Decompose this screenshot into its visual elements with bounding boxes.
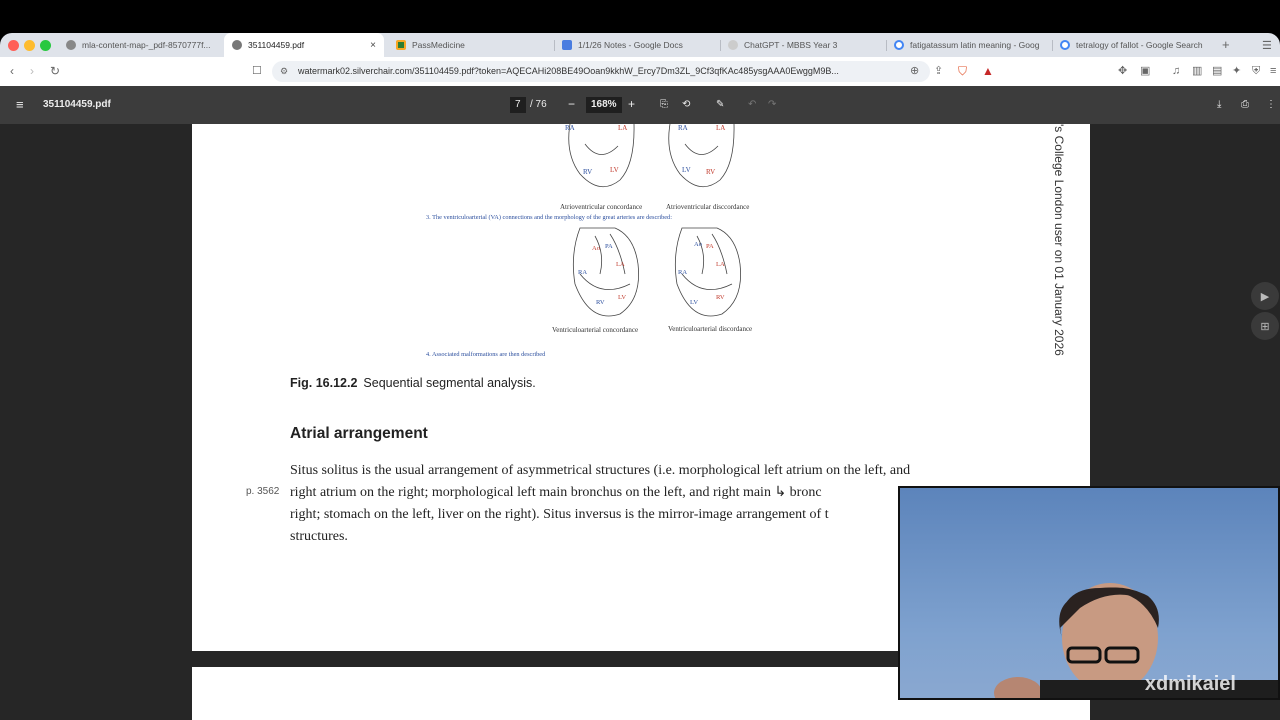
tab-label: 351104459.pdf: [248, 40, 305, 50]
page-number-input[interactable]: 7: [510, 97, 526, 113]
bookmark-icon[interactable]: ☐: [252, 65, 262, 77]
av-concordance-heart: [569, 124, 634, 187]
label-ao: Ao: [592, 245, 600, 252]
zoom-in-button[interactable]: +: [628, 97, 636, 111]
label-la: LA: [716, 124, 726, 132]
download-watermark: [1052, 124, 1072, 364]
label-pa: PA: [605, 243, 613, 250]
screenshot-icon[interactable]: ▣: [1140, 65, 1151, 77]
globe-icon: [66, 40, 76, 50]
url-input[interactable]: [272, 61, 930, 82]
tab-list-icon[interactable]: ☰: [1262, 40, 1272, 52]
reload-icon[interactable]: ↻: [50, 64, 61, 78]
zoom-level-input[interactable]: 168%: [586, 97, 622, 113]
extensions-icon[interactable]: ✥: [1118, 65, 1128, 77]
passmedicine-icon: [396, 40, 406, 50]
associated-malformations-note: 4. Associated malformations are then described: [426, 351, 546, 358]
label-rv: RV: [583, 168, 593, 176]
fit-page-icon[interactable]: ⎘: [660, 99, 668, 110]
tab-separator: [720, 40, 721, 51]
print-icon[interactable]: ⎙: [1241, 99, 1249, 110]
caption-va-discordance: Ventriculoarterial discordance: [668, 325, 753, 333]
more-options-icon[interactable]: ⋮: [1266, 99, 1276, 110]
tab-label: tetralogy of fallot - Google Search: [1076, 40, 1203, 50]
label-pa: PA: [706, 243, 714, 250]
url-text: watermark02.silverchair.com/351104459.pdf?token=AQECAHi208BE49Ooan9kkhW_Ercy7Dm3ZL_9Cf3qfKAc485ysgAAA0EwggM9B...: [298, 66, 839, 76]
close-window-button[interactable]: [8, 40, 19, 51]
va-heading: 3. The ventriculoarterial (VA) connections and the morphology of the great arteries are described:: [426, 214, 672, 221]
tab-chatgpt[interactable]: [724, 33, 882, 57]
label-lv: LV: [682, 166, 691, 174]
streamer-handle: xdmikaiel: [1144, 673, 1236, 695]
tab-label: mla-content-map-_pdf-8570777f...: [82, 40, 211, 50]
label-ao: Ao: [694, 241, 702, 248]
sidebar-icon[interactable]: ▥: [1192, 65, 1203, 77]
tab-separator: [554, 40, 555, 51]
caption-va-concordance: Ventriculoarterial concordance: [552, 326, 639, 334]
zoom-out-button[interactable]: −: [568, 97, 576, 111]
new-tab-button[interactable]: +: [1222, 37, 1230, 52]
share-icon[interactable]: ⇪: [934, 65, 944, 77]
zoom-icon[interactable]: ⊕: [910, 65, 920, 77]
av-discordance-heart: [669, 124, 734, 187]
label-rv: RV: [716, 294, 725, 301]
google-icon: [1060, 40, 1070, 50]
pdf-toolbar: [0, 86, 1280, 124]
tab-label: fatigatassum latin meaning - Goog: [910, 40, 1040, 50]
zoom-window-button[interactable]: [40, 40, 51, 51]
pdf-filename: 351104459.pdf: [43, 99, 111, 110]
tab-google-docs[interactable]: [558, 33, 716, 57]
label-ra: RA: [678, 269, 688, 276]
figure-caption: [290, 376, 536, 390]
back-arrow-icon[interactable]: ‹: [10, 64, 14, 78]
undo-icon[interactable]: ↶: [748, 99, 757, 110]
minimize-window-button[interactable]: [24, 40, 35, 51]
globe-icon: [232, 40, 242, 50]
label-lv: LV: [618, 294, 627, 301]
hamburger-menu-icon[interactable]: ≡: [16, 97, 24, 112]
google-icon: [894, 40, 904, 50]
tab-mla-content-map[interactable]: [62, 33, 220, 57]
address-toolbar: [0, 57, 1280, 86]
label-lv: LV: [690, 299, 699, 306]
caption-av-discordance: Atrioventricular disccordance: [666, 203, 750, 211]
site-info-icon[interactable]: ⚙: [280, 66, 289, 76]
page-marker: p. 3562: [246, 486, 280, 497]
label-la: LA: [716, 261, 725, 268]
top-letterbox: [0, 0, 1280, 33]
webcam-overlay: [898, 486, 1280, 700]
play-icon[interactable]: ▶: [1251, 282, 1279, 310]
add-bookmark-icon[interactable]: ⊞: [1251, 312, 1279, 340]
google-docs-icon: [562, 40, 572, 50]
label-ra: RA: [678, 124, 688, 132]
close-tab-icon[interactable]: ×: [370, 39, 376, 51]
wallet-icon[interactable]: ▤: [1212, 65, 1223, 77]
ai-assistant-icon[interactable]: ✦: [1232, 65, 1242, 77]
paragraph-line: right; stomach on the left, liver on the right). Situs inversus is the mirror-image arrangement of t: [290, 507, 829, 522]
tab-separator: [886, 40, 887, 51]
tab-passmedicine[interactable]: [392, 33, 550, 57]
annotate-icon[interactable]: ✎: [716, 99, 725, 110]
figure-number: Fig. 16.12.2: [290, 376, 358, 390]
label-ra: RA: [565, 124, 575, 132]
paragraph-line: Situs solitus is the usual arrangement of asymmetrical structures (i.e. morphological left atrium on the left, and: [290, 463, 911, 478]
watermark-text: 's College London user on 01 January 2026: [1052, 124, 1066, 356]
menu-icon[interactable]: ≡: [1270, 65, 1277, 77]
brave-shield-icon[interactable]: ⛉: [958, 64, 968, 78]
tab-label: ChatGPT - MBBS Year 3: [744, 40, 838, 50]
label-rv: RV: [706, 168, 716, 176]
tab-351104459-pdf[interactable]: [224, 33, 384, 57]
tab-strip: [0, 33, 1280, 57]
paragraph-line: structures.: [290, 529, 348, 544]
page-total: / 76: [530, 99, 547, 110]
tab-separator: [1052, 40, 1053, 51]
label-lv: LV: [610, 166, 619, 174]
redo-icon[interactable]: ↷: [768, 99, 777, 110]
person-silhouette: [900, 488, 1280, 700]
label-ra: RA: [578, 269, 588, 276]
forward-arrow-icon[interactable]: ›: [30, 64, 34, 78]
tab-google-search-fallot[interactable]: [1056, 33, 1214, 57]
download-icon[interactable]: ⤓: [1217, 99, 1222, 110]
label-la: LA: [616, 261, 625, 268]
paragraph-line: right atrium on the right; morphological left main bronchus on the left, and right main ↳ bronc: [290, 485, 822, 500]
sequential-segmental-figure: [420, 124, 780, 362]
caption-av-concordance: Atrioventricular concordance: [560, 203, 643, 211]
label-la: LA: [618, 124, 628, 132]
vpn-icon[interactable]: ⛨: [1252, 65, 1261, 77]
music-icon[interactable]: ♫: [1172, 65, 1181, 77]
chatgpt-icon: [728, 40, 738, 50]
tab-label: 1/1/26 Notes - Google Docs: [578, 40, 683, 50]
tab-label: PassMedicine: [412, 40, 465, 50]
section-heading: Atrial arrangement: [290, 425, 428, 442]
rotate-icon[interactable]: ⟲: [682, 99, 691, 110]
tab-google-search-latin[interactable]: [890, 33, 1048, 57]
brave-rewards-icon[interactable]: ▲: [982, 64, 994, 78]
figure-caption-text: Sequential segmental analysis.: [363, 376, 536, 390]
label-rv: RV: [596, 299, 605, 306]
